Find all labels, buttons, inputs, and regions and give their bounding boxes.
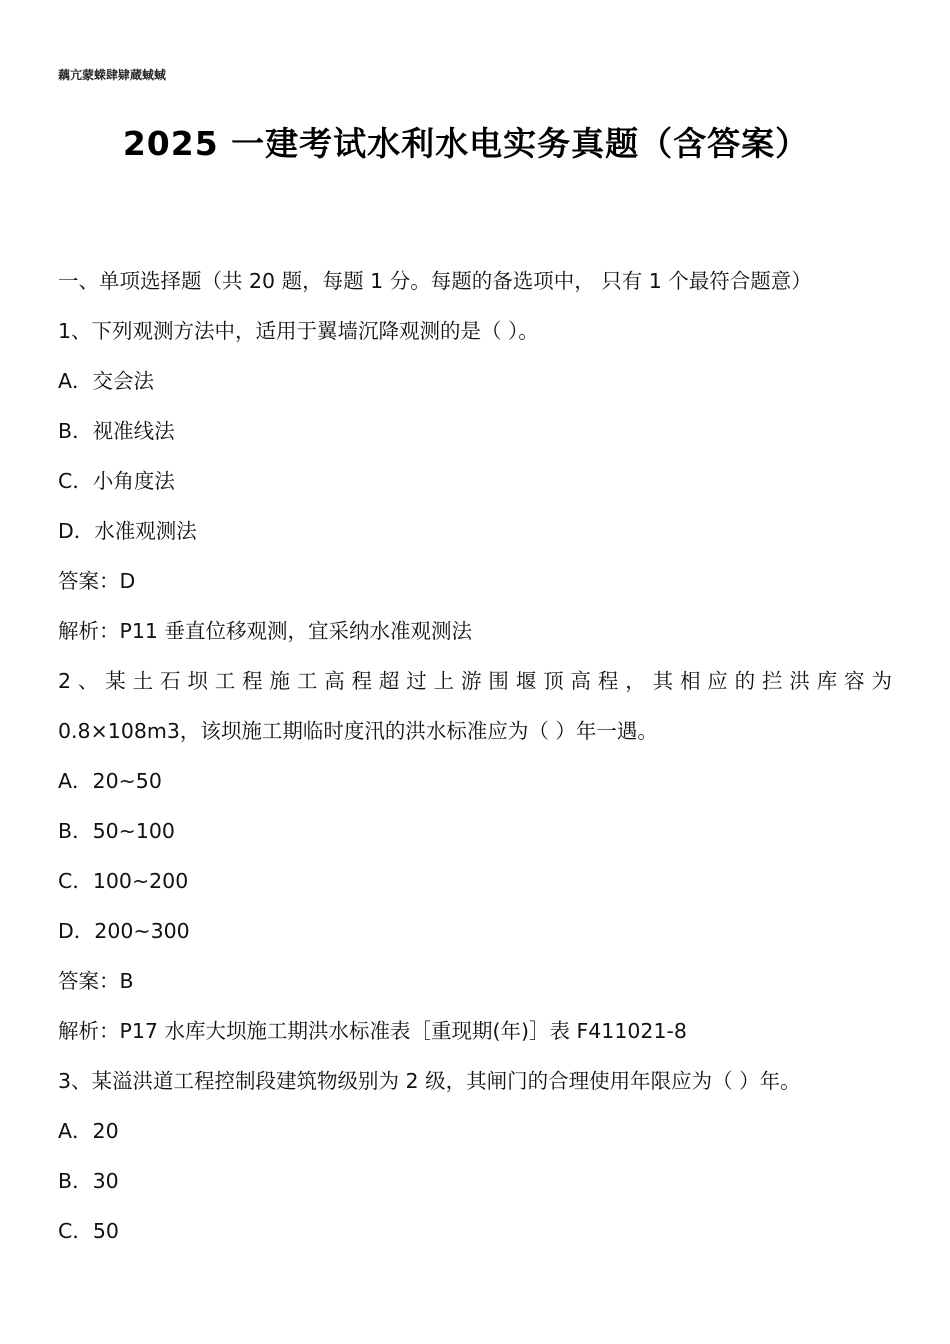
option-a: A．20 (58, 1119, 119, 1143)
option-a: A．20~50 (58, 769, 162, 793)
header-mark: 藕亢蒙蝾肆肄蔵蜮蜮 (58, 68, 167, 82)
section-heading: 一、单项选择题（共 20 题，每题 1 分。每题的备选项中， 只有 1 个最符合题意） (58, 269, 812, 293)
answer: 答案：B (58, 969, 134, 993)
question-2-line-2: 0.8×108m3，该坝施工期临时度汛的洪水标准应为（ ）年一遇。 (58, 719, 658, 743)
option-c: C．小角度法 (58, 469, 175, 493)
page-title: 2025 一建考试水利水电实务真题（含答案） (122, 124, 810, 163)
option-b: B．视准线法 (58, 419, 175, 443)
option-b: B．50~100 (58, 819, 175, 843)
option-c: C．100~200 (58, 869, 189, 893)
option-d: D．200~300 (58, 919, 190, 943)
option-d: D．水准观测法 (58, 519, 197, 543)
answer: 答案：D (58, 569, 136, 593)
explanation: 解析：P17 水库大坝施工期洪水标准表［重现期(年)］表 F411021-8 (58, 1019, 687, 1043)
question-2-line-1: 2、某土石坝工程施工高程超过上游围堰顶高程，其相应的拦洪库容为 (58, 669, 894, 693)
option-c: C．50 (58, 1219, 119, 1243)
option-a: A．交会法 (58, 369, 155, 393)
explanation: 解析：P11 垂直位移观测，宜采纳水准观测法 (58, 619, 472, 643)
question-3: 3、某溢洪道工程控制段建筑物级别为 2 级，其闸门的合理使用年限应为（ ）年。 (58, 1069, 801, 1093)
question-1: 1、下列观测方法中，适用于翼墙沉降观测的是（ ）。 (58, 319, 539, 343)
document-body (58, 265, 894, 1265)
option-b: B．30 (58, 1169, 119, 1193)
